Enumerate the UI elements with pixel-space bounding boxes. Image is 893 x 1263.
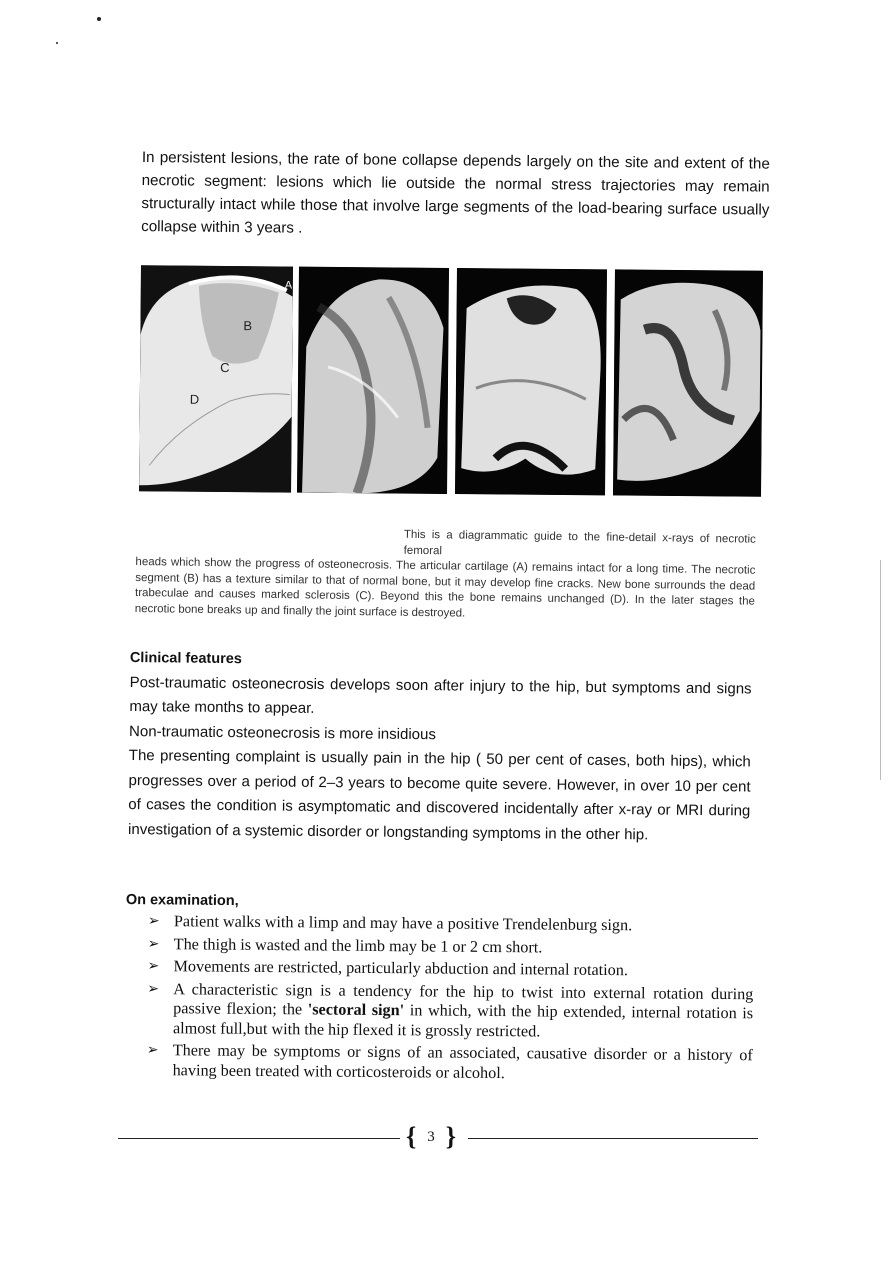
list-item-text-before: A characteristic sign is a tendency for the hip to twist into external rotation during passive flexion; the xyxy=(173,979,754,1019)
scan-speck xyxy=(56,42,58,44)
label-c: C xyxy=(220,359,230,376)
caption-line-1: This is a diagrammatic guide to the fine-detail x-rays of necrotic femoral xyxy=(403,528,756,557)
list-item-text: Movements are restricted, particularly abduction and internal rotation. xyxy=(173,957,629,980)
xray-figure xyxy=(139,265,763,496)
xray-panel-3 xyxy=(613,269,763,496)
examination-heading: On examination, xyxy=(125,891,239,910)
left-brace: { xyxy=(406,1122,418,1151)
label-d: D xyxy=(189,391,200,407)
list-item xyxy=(147,957,753,982)
examination-list xyxy=(147,912,754,1088)
label-b: B xyxy=(243,318,253,334)
arrow-bullet-icon: ➢ xyxy=(147,957,160,975)
list-item xyxy=(147,1041,753,1085)
arrow-bullet-icon: ➢ xyxy=(147,980,160,997)
arrow-bullet-icon: ➢ xyxy=(147,912,160,930)
page-number-value: 3 xyxy=(427,1129,436,1145)
xray-panel-1 xyxy=(297,267,449,494)
clinical-paragraph-2: Non-traumatic osteonecrosis is more insidious xyxy=(129,722,436,743)
label-a: A xyxy=(284,279,293,292)
scan-speck xyxy=(97,17,101,21)
list-item xyxy=(147,979,753,1043)
footer-rule-right xyxy=(468,1138,758,1139)
list-item xyxy=(148,912,754,937)
clinical-paragraph-3: The presenting complaint is usually pain in the hip ( 50 per cent of cases, both hips), which progresses over a period of 2–3 years to become quite severe. However, in over 10 per cent of cases the condition is asymptomatic and discovered incidentally after x-ray or MRI during investigation of a systemic disorder or longstanding symptoms in the other hip. xyxy=(127,746,751,843)
femoral-head-diagram xyxy=(139,265,293,492)
clinical-features-section xyxy=(128,646,752,849)
caption-body: heads which show the progress of osteonecrosis. The articular cartilage (A) remains intact for a long time. The necrotic segment (B) has a texture similar to that of normal bone, but it may develop fine cracks. New bone surrounds the dead trabeculae and causes marked sclerosis (C). Beyond this the bone remains unchanged (D). In the later stages the necrotic bone breaks up and finally the joint surface is destroyed. xyxy=(134,555,756,620)
list-item-text: The thigh is wasted and the limb may be 1 or 2 cm short. xyxy=(173,934,543,956)
clinical-paragraph-1: Post-traumatic osteonecrosis develops soon after injury to the hip, but symptoms and signs may take months to appear. xyxy=(129,673,752,717)
page-footer xyxy=(118,1118,758,1158)
arrow-bullet-icon: ➢ xyxy=(146,1041,159,1059)
xray-panel-2 xyxy=(455,268,607,495)
xray-image-3 xyxy=(613,269,763,496)
list-item xyxy=(148,934,754,959)
arrow-bullet-icon: ➢ xyxy=(147,935,160,952)
sectoral-sign-term: 'sectoral sign' xyxy=(307,1000,405,1020)
scan-edge-line xyxy=(880,560,881,780)
right-brace: } xyxy=(445,1122,457,1151)
intro-paragraph: In persistent lesions, the rate of bone collapse depends largely on the site and extent of the necrotic segment: lesions which lie outside the normal stress trajectories may remain structurally intact while those that involve large segments of the load-bearing surface usually collapse within 3 years . xyxy=(141,148,770,237)
page-number xyxy=(406,1122,457,1152)
xray-image-1 xyxy=(297,267,449,494)
clinical-features-heading: Clinical features xyxy=(129,649,242,668)
footer-rule-left xyxy=(118,1138,400,1139)
figure-caption xyxy=(135,524,756,626)
diagram-panel xyxy=(139,265,293,492)
list-item-text: There may be symptoms or signs of an associated, causative disorder or a history of having been treated with corticosteroids or alcohol. xyxy=(172,1041,753,1082)
xray-image-2 xyxy=(455,268,607,495)
list-item-text: Patient walks with a limp and may have a positive Trendelenburg sign. xyxy=(173,912,633,935)
list-item-text-after: in which, with the hip extended, internal rotation is almost full,but with the hip flexed it is grossly restricted. xyxy=(172,1001,754,1040)
